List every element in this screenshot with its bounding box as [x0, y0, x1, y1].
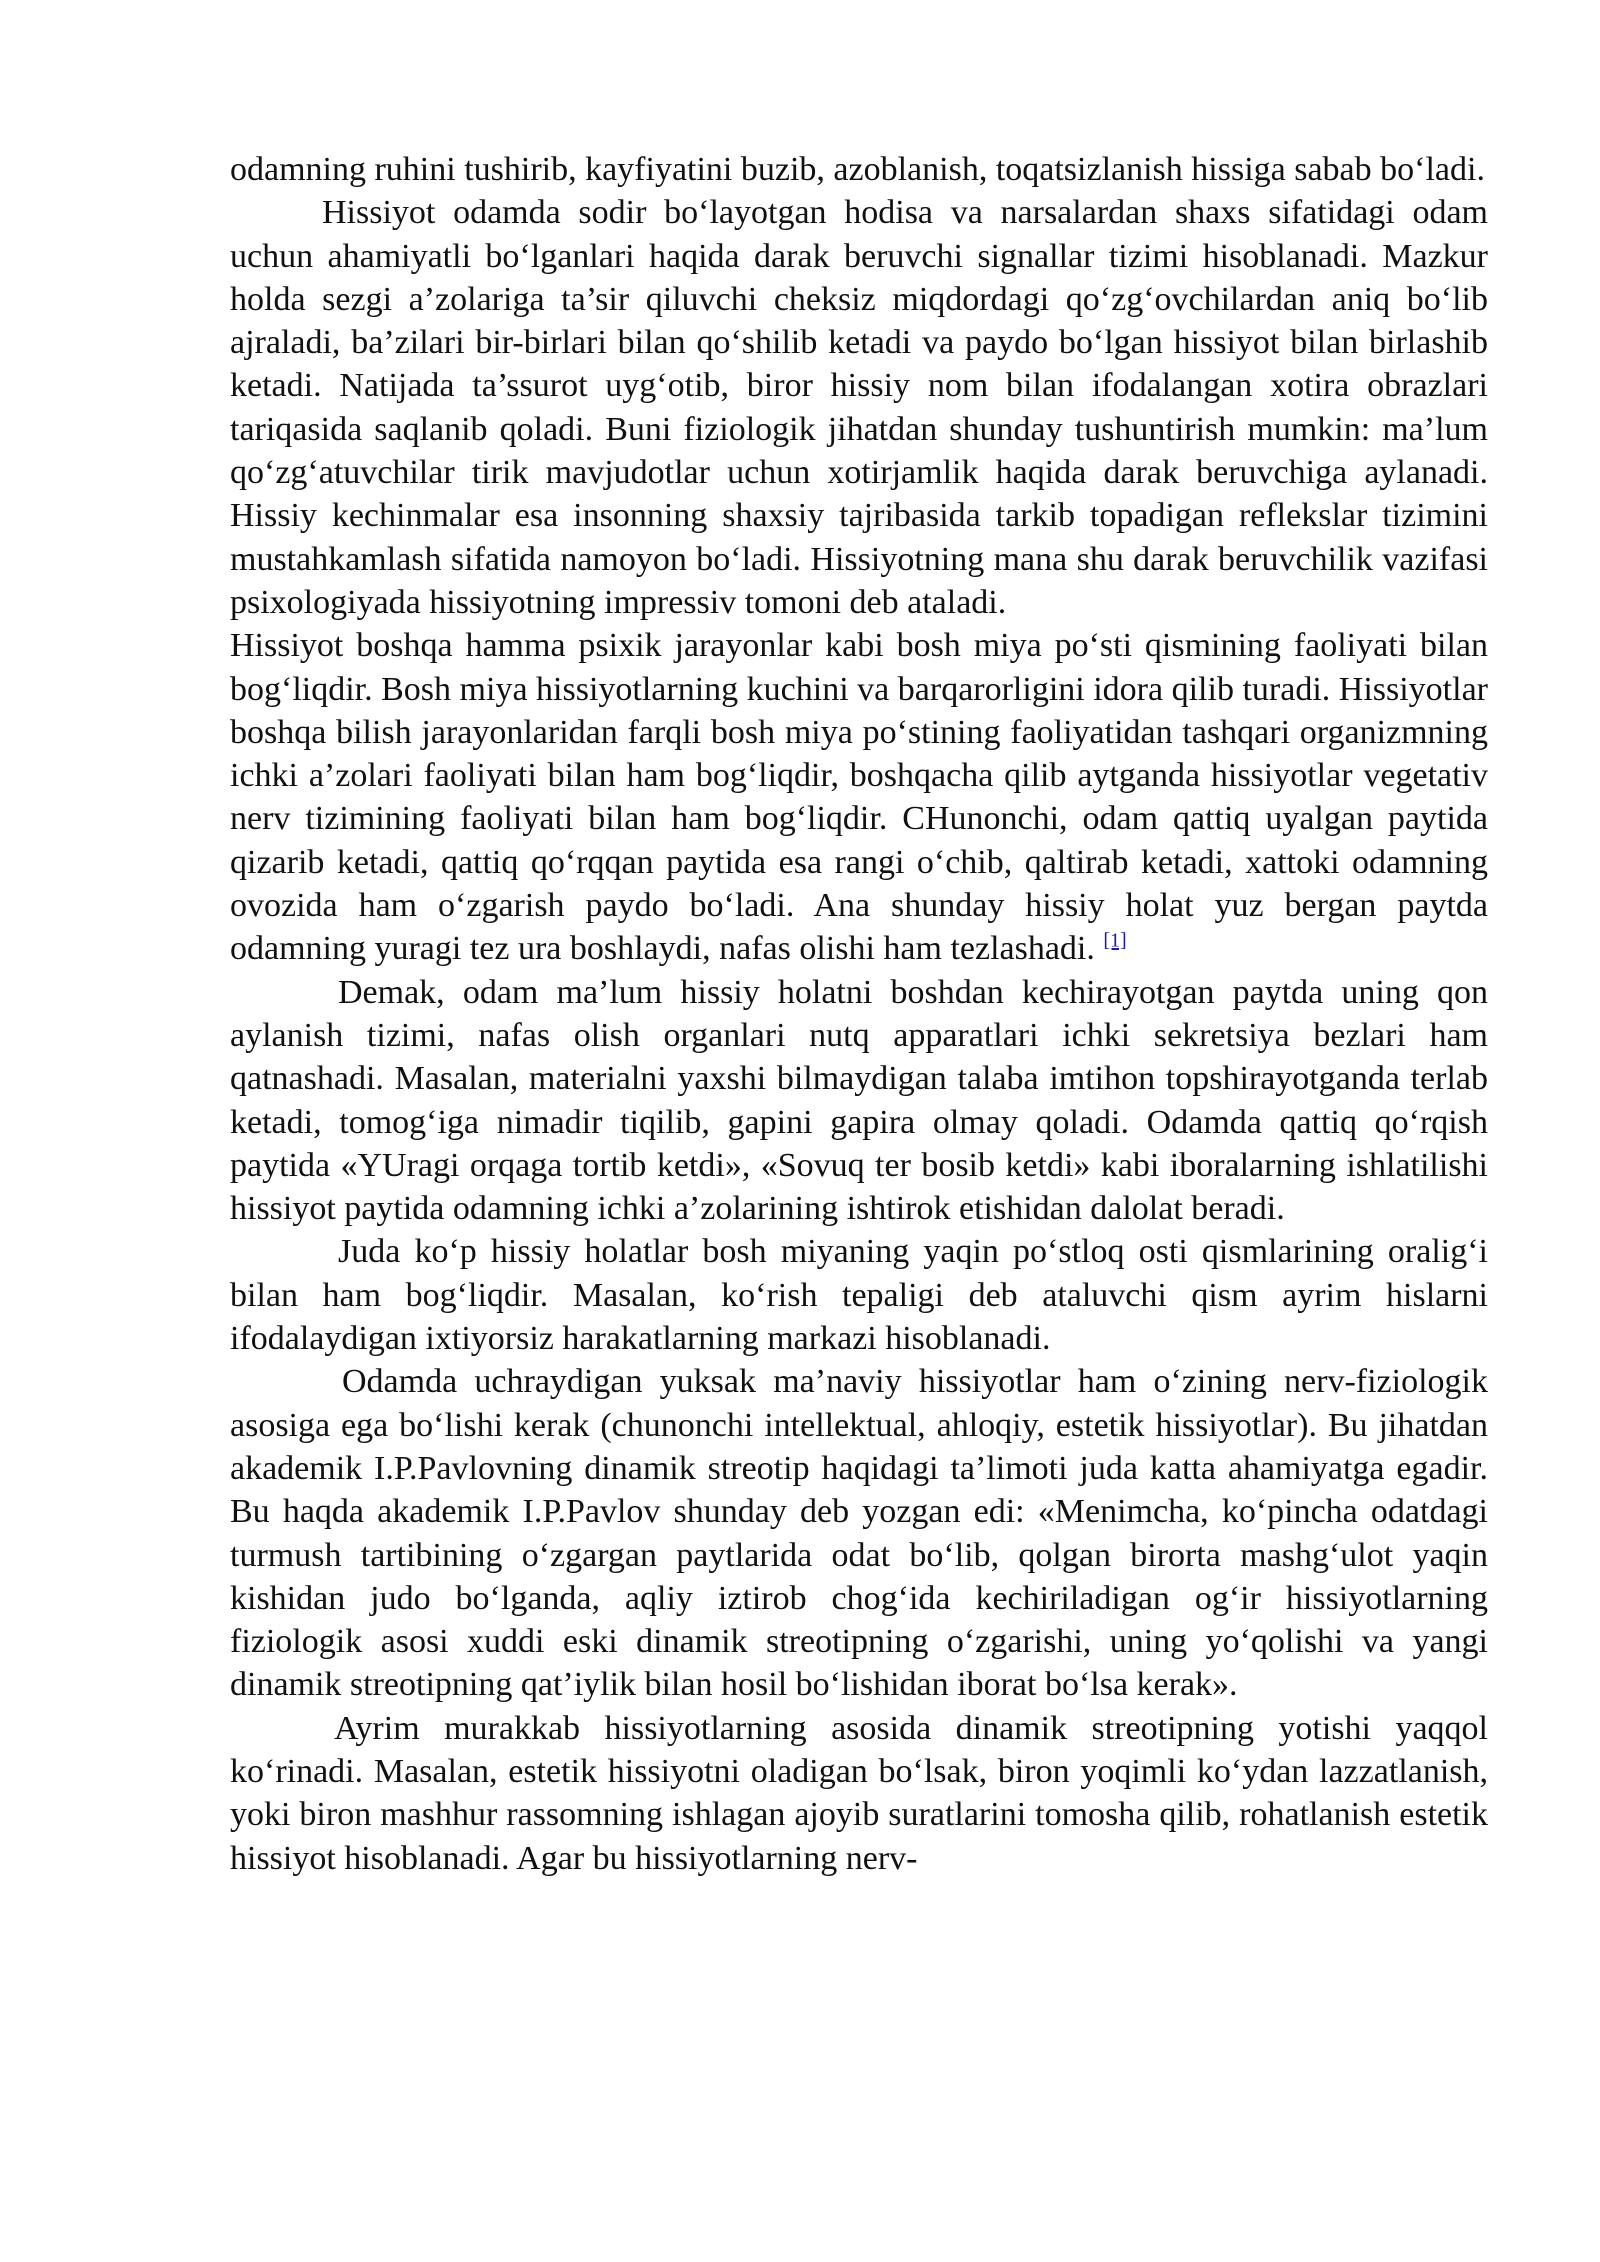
footnote-reference-link[interactable]: [1]: [1103, 930, 1127, 953]
paragraph-juda-kop: Juda ko‘p hissiy holatlar bosh miyaning yaqin po‘stloq osti qismlarining oralig‘i bilan ham bog‘liqdir. Masalan, ko‘rish tepaligi deb ataluvchi qism ayrim hislarni ifodalaydigan ixtiyorsiz harakatlarning markazi hisoblanadi.: [230, 1233, 1488, 1358]
paragraph-continuation: odamning ruhini tushirib, kayfiyatini buzib, azoblanish, toqatsizlanish hissiga sabab bo‘ladi.: [230, 151, 1485, 188]
paragraph-demak: Demak, odam ma’lum hissiy holatni boshdan kechirayotgan paytda uning qon aylanish tizimi, nafas olish organlari nutq apparatlari ichki sekretsiya bezlari ham qatnashadi. Masalan, materialni yaxshi bilmaydigan talaba imtihon topshirayotganda terlab ketadi, tomog‘iga nimadir tiqilib, gapini gapira olmay qoladi. Odamda qattiq qo‘rqish paytida «YUragi orqaga tortib ketdi», «Sovuq ter bosib ketdi» kabi iboralarning ishlatilishi hissiyot paytida odamning ichki a’zolarining ishtirok etishidan dalolat beradi.: [230, 973, 1488, 1228]
paragraph-ayrim-murakkab: Ayrim murakkab hissiyotlarning asosida dinamik streotipning yotishi yaqqol ko‘rinadi. Masalan, estetik hissiyotni oladigan bo‘lsak, biron yoqimli ko‘ydan lazzatlanish, yoki biron mashhur rassomning ishlagan ajoyib suratlarini tomosha qilib, rohatlanish estetik hissiyot hisoblanadi. Agar bu hissiyotlarning nerv-: [230, 1709, 1488, 1877]
paragraph-brain-cortex: [230, 624, 1488, 970]
paragraph-hissiyot-signals: Hissiyot odamda sodir bo‘layotgan hodisa va narsalardan shaxs sifatidagi odam uchun ahamiyatli bo‘lganlari haqida darak beruvchi signallar tizimi hisoblanadi. Mazkur holda sezgi a’zolariga ta’sir qiluvchi cheksiz miqdordagi qo‘zg‘ovchilardan aniq bo‘lib ajraladi, ba’zilari bir-birlari bilan qo‘shilib ketadi va paydo bo‘lgan hissiyot bilan birlashib ketadi. Natijada ta’ssurot uyg‘otib, biror hissiy nom bilan ifodalangan xotira obrazlari tariqasida saqlanib qoladi. Buni fiziologik jihatdan shunday tushuntirish mumkin: ma’lum qo‘zg‘atuvchilar tirik mavjudotlar uchun xotirjamlik haqida darak beruvchiga aylanadi. Hissiy kechinmalar esa insonning shaxsiy tajribasida tarkib topadigan reflekslar tizimini mustahkamlash sifatida namoyon bo‘ladi. Hissiyotning mana shu darak beruvchilik vazifasi psixologiyada hissiyotning impressiv tomoni deb ataladi.: [230, 194, 1488, 621]
paragraph-pavlov: Odamda uchraydigan yuksak ma’naviy hissiyotlar ham o‘zining nerv-fiziologik asosiga ega bo‘lishi kerak (chunonchi intellektual, ahloqiy, estetik hissiyotlar). Bu jihatdan akademik I.P.Pavlovning dinamik streotip haqidagi ta’limoti juda katta ahamiyatga egadir. Bu haqda akademik I.P.Pavlov shunday deb yozgan edi: «Menimcha, ko‘pincha odatdagi turmush tartibining o‘zgargan paytlarida odat bo‘lib, qolgan birorta mashg‘ulot yaqin kishidan judo bo‘lganda, aqliy iztirob chog‘ida kechiriladigan og‘ir hissiyotlarning fiziologik asosi xuddi eski dinamik streotipning o‘zgarishi, uning yo‘qolishi va yangi dinamik streotipning qat’iylik bilan hosil bo‘lishidan iborat bo‘lsa kerak».: [230, 1363, 1488, 1704]
document-page: [230, 148, 1488, 1880]
paragraph-brain-cortex-text: Hissiyot boshqa hamma psixik jarayonlar kabi bosh miya po‘sti qismining faoliyati bilan bog‘liqdir. Bosh miya hissiyotlarning kuchini va barqarorligini idora qilib turadi. Hissiyotlar boshqa bilish jarayonlaridan farqli bosh miya po‘stining faoliyatidan tashqari organizmning ichki a’zolari faoliyati bilan ham bog‘liqdir, boshqacha qilib aytganda hissiyotlar vegetativ nerv tizimining faoliyati bilan ham bog‘liqdir. CHunonchi, odam qattiq uyalgan paytida qizarib ketadi, qattiq qo‘rqqan paytida esa rangi o‘chib, qaltirab ketadi, xattoki odamning ovozida ham o‘zgarish paydo bo‘ladi. Ana shunday hissiy holat yuz bergan paytda odamning yuragi tez ura boshlaydi, nafas olishi ham tezlashadi.: [230, 627, 1488, 968]
